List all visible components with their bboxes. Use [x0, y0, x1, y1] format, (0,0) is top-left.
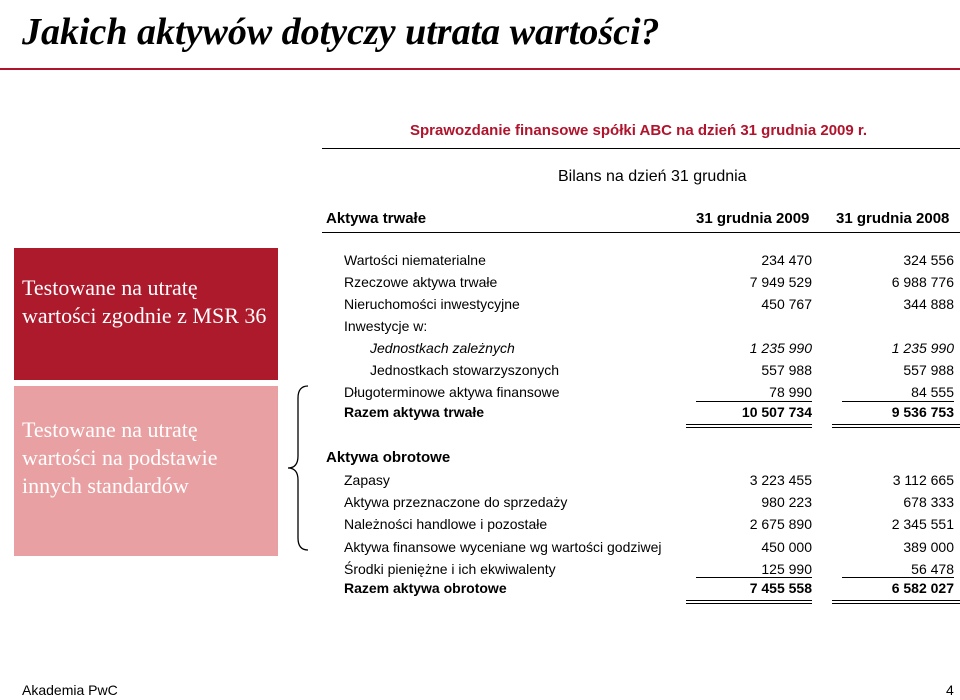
row-label: Inwestycje w:	[344, 318, 428, 334]
value-2009: 234 470	[761, 252, 812, 268]
value-2008: 678 333	[903, 494, 954, 510]
value-2008: 344 888	[903, 296, 954, 312]
row-label: Należności handlowe i pozostałe	[344, 516, 548, 532]
value-2008: 6 988 776	[891, 274, 954, 290]
total-double-rule	[832, 424, 960, 425]
value-2009: 980 223	[761, 494, 812, 510]
value-2008: 324 556	[903, 252, 954, 268]
row-label: Aktywa przeznaczone do sprzedaży	[344, 494, 568, 510]
total-row	[344, 402, 960, 422]
row-label: Razem aktywa trwałe	[344, 404, 485, 420]
value-2009: 557 988	[761, 362, 812, 378]
value-2009: 10 507 734	[741, 404, 812, 420]
table-row	[344, 559, 960, 579]
value-2009: 3 223 455	[749, 472, 812, 488]
value-2009: 7 949 529	[749, 274, 812, 290]
table-row	[344, 382, 960, 402]
column-header-rule	[322, 232, 960, 233]
row-label: Jednostkach zależnych	[370, 340, 515, 356]
value-2009: 7 455 558	[749, 580, 812, 596]
page-title: Jakich aktywów dotyczy utrata wartości?	[22, 11, 660, 53]
table-row	[344, 338, 960, 358]
total-double-rule	[832, 600, 960, 601]
value-2008: 389 000	[903, 539, 954, 555]
value-2008: 9 536 753	[891, 404, 954, 420]
column-header-2008: 31 grudnia 2008	[836, 210, 950, 227]
curly-brace-icon	[284, 382, 310, 554]
row-label: Nieruchomości inwestycyjne	[344, 296, 520, 312]
table-row	[344, 537, 960, 557]
section-header-current-assets: Aktywa obrotowe	[326, 449, 451, 466]
row-label: Środki pieniężne i ich ekwiwalenty	[344, 561, 556, 577]
page-number: 4	[946, 682, 954, 698]
total-double-rule	[686, 424, 812, 425]
table-row	[344, 272, 960, 292]
value-2008: 3 112 665	[892, 472, 954, 488]
value-2008: 557 988	[903, 362, 954, 378]
table-row	[344, 360, 960, 380]
value-2009: 1 235 990	[749, 340, 812, 356]
total-double-rule	[832, 603, 960, 604]
footer-label: Akademia PwC	[22, 682, 118, 698]
section-header-fixed-assets: Aktywa trwałe	[326, 210, 427, 227]
value-2008: 6 582 027	[891, 580, 954, 596]
title-divider	[0, 68, 960, 70]
column-header-2009: 31 grudnia 2009	[696, 210, 810, 227]
row-label: Rzeczowe aktywa trwałe	[344, 274, 498, 290]
report-header: Sprawozdanie finansowe spółki ABC na dzień 31 grudnia 2009 r.	[410, 122, 868, 139]
other-standards-tested-box: Testowane na utratę wartości na podstawie innych standardów	[14, 386, 278, 556]
value-2008: 56 478	[911, 561, 954, 577]
value-2009: 2 675 890	[749, 516, 812, 532]
row-label: Razem aktywa obrotowe	[344, 580, 507, 596]
report-header-rule	[322, 148, 960, 149]
total-double-rule	[686, 427, 812, 428]
row-label: Długoterminowe aktywa finansowe	[344, 384, 560, 400]
row-label: Zapasy	[344, 472, 390, 488]
total-double-rule	[832, 427, 960, 428]
value-2008: 2 345 551	[891, 516, 954, 532]
row-label: Aktywa finansowe wyceniane wg wartości godziwej	[344, 539, 662, 555]
value-2008: 1 235 990	[891, 340, 954, 356]
table-row	[344, 316, 960, 336]
total-row	[344, 578, 960, 598]
table-row	[344, 470, 960, 490]
value-2009: 125 990	[761, 561, 812, 577]
total-double-rule	[686, 600, 812, 601]
total-double-rule	[686, 603, 812, 604]
table-row	[344, 492, 960, 512]
value-2009: 78 990	[769, 384, 812, 400]
msr36-tested-box: Testowane na utratę wartości zgodnie z MSR 36	[14, 248, 278, 380]
table-row	[344, 514, 960, 534]
table-row	[344, 250, 960, 270]
row-label: Wartości niematerialne	[344, 252, 486, 268]
value-2008: 84 555	[911, 384, 954, 400]
table-row	[344, 294, 960, 314]
row-label: Jednostkach stowarzyszonych	[370, 362, 560, 378]
balance-sheet-title: Bilans na dzień 31 grudnia	[558, 168, 747, 185]
value-2009: 450 000	[761, 539, 812, 555]
value-2009: 450 767	[761, 296, 812, 312]
